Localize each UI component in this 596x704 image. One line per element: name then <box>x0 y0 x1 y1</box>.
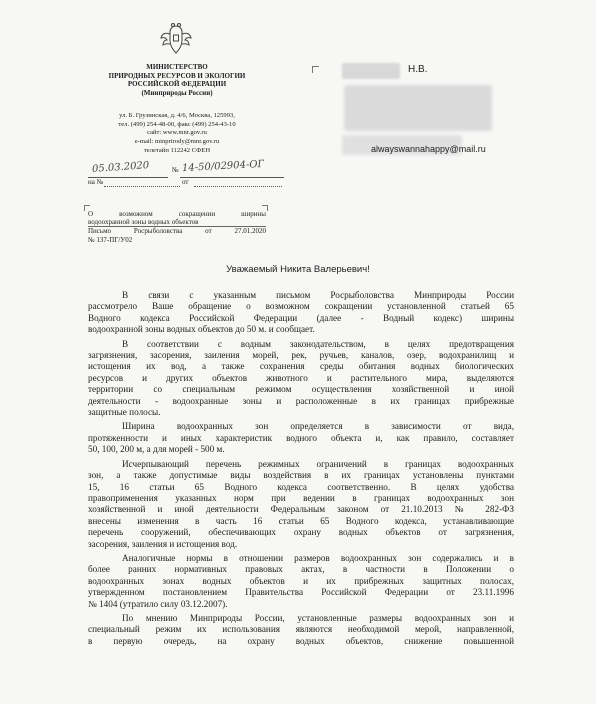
body-line: территории со специальным режимом осуществления хозяйственной и иной <box>88 384 514 395</box>
body-line: По мнению Минприроды России, установленные размеры водоохранных зон и <box>122 612 514 623</box>
body-line: Аналогичные нормы в отношении размеров водоохранных зон содержались и в <box>122 552 514 563</box>
body-line: загрязнения, засорения, заиления морей, рек, ручьев, каналов, озер, водохранилищ и <box>88 350 514 361</box>
body-line: засорения, заиления и истощения вод. <box>88 538 238 549</box>
subject-line: О возможном сокращении ширины <box>88 210 266 218</box>
subject-line: водоохранной зоны водных объектов <box>88 218 266 227</box>
ministry-line: МИНИСТЕРСТВО <box>146 63 208 71</box>
subject-line: № 137-ПГ/У02 <box>88 235 133 244</box>
body-line: В соответствии с водным законодательством, в целях предотвращения <box>122 338 514 349</box>
body-line: В связи с указанным письмом Росрыболовства Минприроды России <box>122 290 514 300</box>
body-line: Исчерпывающий перечень режимных ограничений в границах водоохранных <box>122 458 514 469</box>
letter-subject <box>88 210 266 244</box>
body-line: № 1404 (утратило силу 03.12.2007). <box>88 598 228 609</box>
body-line: хозяйственной и иной деятельности Федеральным законом от 21.10.2013 № 282-ФЗ <box>88 504 514 515</box>
reference-date-field <box>194 186 282 187</box>
number-underline <box>180 177 284 178</box>
recipient-email: alwayswannahappy@mail.ru <box>371 144 486 154</box>
redacted-surname <box>342 63 400 79</box>
body-line: 15, 16 статьи 65 Водного кодекса соответственно. В целях удобства <box>88 481 514 492</box>
reference-date-label: от <box>182 178 189 186</box>
ministry-contacts <box>72 112 282 156</box>
body-line: перечень сооружений, обеспечивающих охрану водных объектов от загрязнения, <box>88 527 514 538</box>
body-line: истощения их вод, а также сохранения среды обитания водных биологических <box>88 361 514 372</box>
contact-line: e-mail: minprirody@mnr.gov.ru <box>134 138 220 146</box>
greeting: Уважаемый Никита Валерьевич! <box>226 264 370 275</box>
contact-line: сайт: www.mnr.gov.ru <box>147 129 207 137</box>
body-line: 50, 100, 200 м, а для морей - 500 м. <box>88 444 225 455</box>
letter-date: 05.03.2020 <box>91 160 150 175</box>
contact-line: ул. Б. Грузинская, д. 4/6, Москва, 125993, <box>119 112 235 119</box>
address-corner-mark <box>312 66 319 73</box>
reference-number-label: на № <box>88 178 104 186</box>
body-line: водоохранных зонах водных объектов и их прибрежных защитных полосах, <box>88 575 514 586</box>
letter-body <box>88 290 514 650</box>
body-paragraph <box>88 339 514 419</box>
contact-line: тел. (499) 254-48-00, факс (499) 254-43-10 <box>118 120 236 128</box>
body-line: защитные полосы. <box>88 407 161 418</box>
letter-number: 14-50/02904-ОГ <box>181 158 265 175</box>
body-line: зон, а также допустимые виды воздействия в их границах установлены пунктами <box>88 470 514 481</box>
body-line: протяженности и иных характеристик водного объекта и, как правило, составляет <box>88 432 514 443</box>
body-line: правоприменения указанных норм при ведении в границах водоохранных зон <box>88 492 514 503</box>
body-paragraph <box>88 290 514 336</box>
coat-of-arms-icon <box>156 20 196 60</box>
subject-line: Письмо Росрыболовства от 27.01.2020 <box>88 227 266 236</box>
recipient-initials: Н.В. <box>408 64 428 75</box>
body-line: внесены изменения в часть 16 статьи 65 Водного кодекса, устанавливающие <box>88 515 514 526</box>
reference-number-field <box>104 186 180 187</box>
body-line: деятельности - водоохранные зоны и расположенные в их границах прибрежные <box>88 395 514 406</box>
ministry-line: (Минприроды России) <box>141 88 213 97</box>
contact-line: телетайп 112242 СФЕН <box>143 146 211 154</box>
body-paragraph <box>88 421 514 455</box>
body-line: ресурсов и других объектов животного и растительного мира, выделяются <box>88 372 514 383</box>
body-paragraph <box>88 553 514 610</box>
body-line: в первую очередь, на охрану водных объектов, снижение повышенной <box>88 635 514 646</box>
body-line: более ранних нормативных правовых актах, в частности в Положении о <box>88 564 514 575</box>
body-line: утвержденном постановлением Правительства Российской Федерации от 23.11.1996 <box>88 587 514 598</box>
body-paragraph <box>88 613 514 647</box>
ministry-line: ПРИРОДНЫХ РЕСУРСОВ И ЭКОЛОГИИ <box>108 71 246 80</box>
registration-line <box>88 158 308 179</box>
body-line: Ширина водоохранных зон определяется в зависимости от вида, <box>122 421 514 432</box>
body-paragraph <box>88 459 514 550</box>
body-line: специальный режим их использования являются необходимой мерой, направленной, <box>88 624 514 635</box>
redacted-address <box>344 85 492 131</box>
body-line: водоохранной зоны водных объектов до 50 м. и сообщает. <box>88 324 315 335</box>
ministry-name <box>72 63 282 97</box>
body-line: Водного кодекса Российской Федерации (далее - Водный кодекс) ширины <box>88 312 514 323</box>
ministry-line: РОССИЙСКОЙ ФЕДЕРАЦИИ <box>127 80 227 89</box>
number-label: № <box>172 166 179 174</box>
body-line: рассмотрело Ваше обращение о возможном сокращении установленной статьей 65 <box>88 301 514 312</box>
